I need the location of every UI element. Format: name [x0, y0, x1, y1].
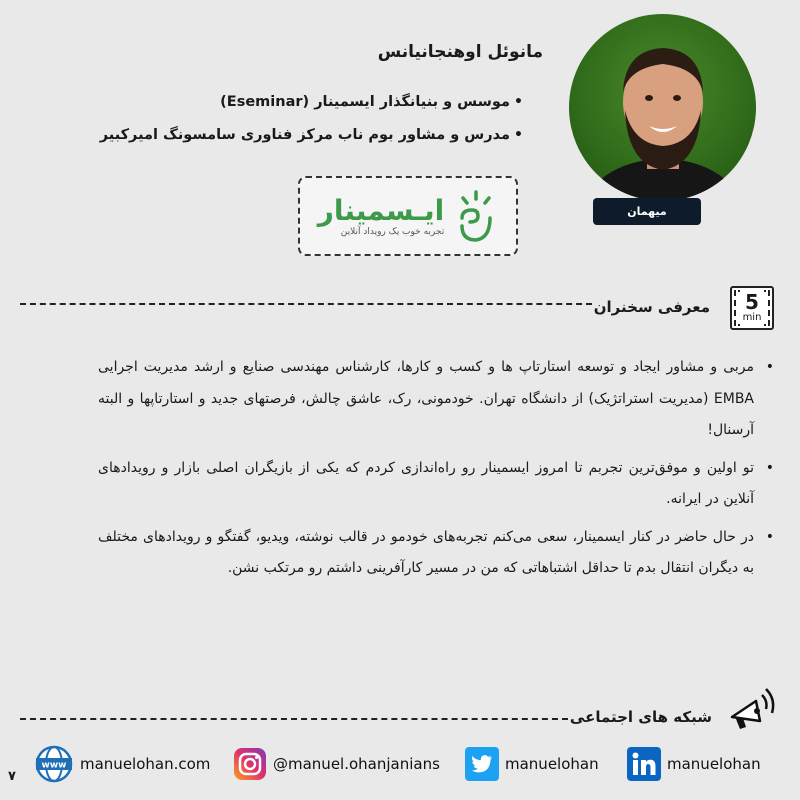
speaker-roles	[100, 86, 523, 152]
timer-value: 5	[745, 290, 759, 314]
bio-item: • مربی و مشاور ایجاد و توسعه استارتاپ ها و کسب و کارها، کارشناس مهندسی صنایع و ارشد مدیریت اجرایی EMBA (مدیریت استراتژیک) از دانشگاه تهران. خودمونی، رک، عاشق چالش، فرصتهای جدید و استارتاپها و البته آرسنال!	[98, 352, 776, 447]
twitter-link[interactable]	[465, 740, 599, 788]
linkedin-handle: manuelohan	[667, 755, 761, 773]
megaphone-icon	[728, 687, 776, 731]
twitter-handle: manuelohan	[505, 755, 599, 773]
role-item: • موسس و بنیانگذار ایسمینار (Eseminar)	[100, 86, 523, 119]
website-link[interactable]	[34, 740, 210, 788]
instagram-icon	[233, 747, 267, 781]
role-item: • مدرس و مشاور بوم ناب مرکز فناوری سامسونگ امیرکبیر	[100, 119, 523, 152]
linkedin-icon	[627, 747, 661, 781]
globe-www-icon	[34, 744, 74, 784]
logo-wordmark: ایـسمینار	[317, 194, 445, 227]
speaker-photo	[569, 14, 756, 201]
eseminar-sprout-icon	[454, 188, 498, 244]
social-links	[30, 740, 770, 788]
bio-item: • تو اولین و موفق‌ترین تجربم تا امروز ایسمینار رو راه‌اندازی کردم که یکی از بازیگران اصلی بازار و رویدادهای آنلاین در ایرانه.	[98, 453, 776, 516]
website-handle: manuelohan.com	[80, 755, 211, 773]
timer-icon	[730, 286, 774, 330]
page-number: ۷	[8, 769, 16, 784]
instagram-link[interactable]	[233, 740, 440, 788]
logo-tagline: تجربه خوب یک رویداد آنلاین	[340, 227, 445, 237]
instagram-handle: @manuel.ohanjanians	[273, 755, 440, 773]
linkedin-link[interactable]	[627, 740, 761, 788]
eseminar-logo	[298, 176, 518, 256]
bio-item: • در حال حاضر در کنار ایسمینار، سعی می‌کنم تجربه‌های خودمو در قالب نوشته، ویدیو، گفتگو و رویدادهای مختلف به دیگران انتقال بدم تا حداقل اشتباهاتی که من در مسیر کارآفرینی داشتم رو مرتکب نشن.	[98, 522, 776, 585]
svg-text:www: www	[41, 760, 67, 771]
speaker-name: مانوئل اوهنجانیانس	[377, 42, 543, 62]
timer-unit: min	[742, 312, 762, 323]
social-section-title: شبکه های اجتماعی	[569, 708, 712, 726]
section-divider	[20, 718, 568, 720]
speaker-portrait-image	[569, 14, 756, 201]
guest-badge: میهمان	[593, 198, 701, 225]
section-divider	[20, 303, 592, 305]
speaker-bio	[98, 352, 776, 591]
twitter-bird-icon	[465, 747, 499, 781]
intro-section-title: معرفی سخنران	[593, 298, 710, 316]
